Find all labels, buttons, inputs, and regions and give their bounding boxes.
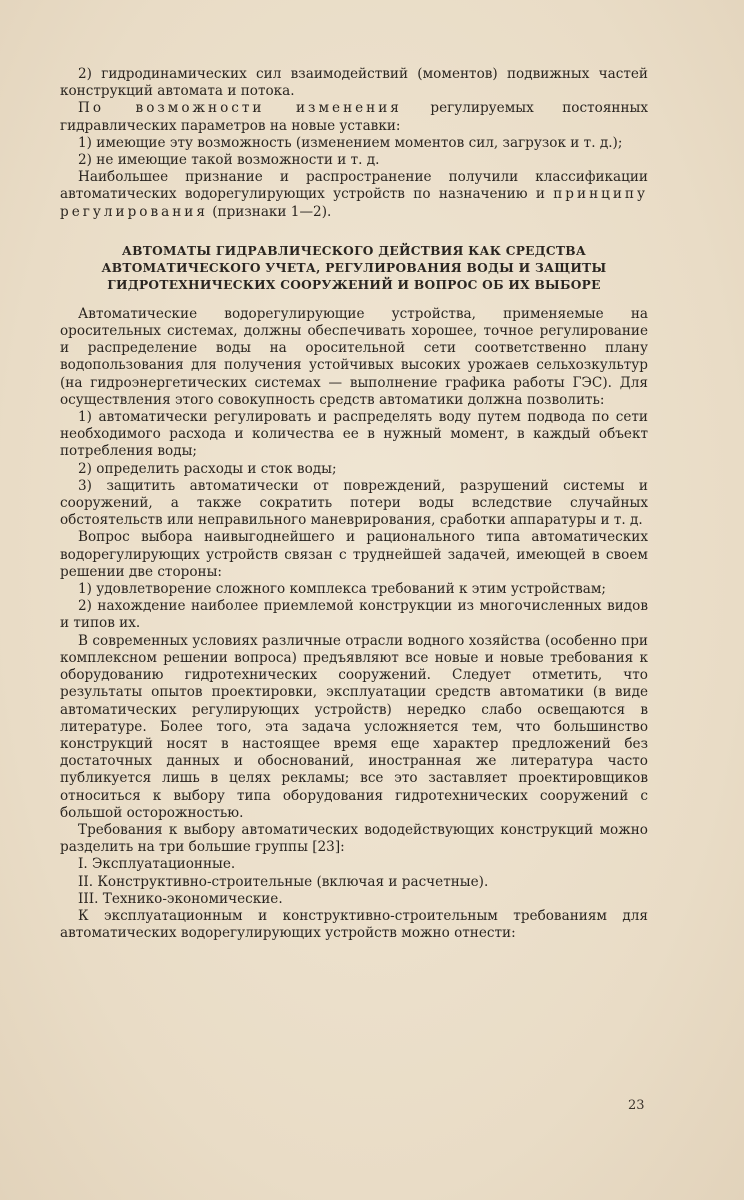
option-2: 2) не имеющие такой возможности и т. д. <box>78 152 380 169</box>
recognition-text-b: (признаки 1—2). <box>207 203 332 220</box>
criterion-paragraph <box>60 100 648 134</box>
paragraph-2: Вопрос выбора наивыгоднейшего и рационального типа автоматических водорегулирующих устройств связан с труднейшей задачей, имеющей в своем решении две стороны: <box>60 529 648 580</box>
paragraph-5: К эксплуатационным и конструктивно-строительным требованиям для автоматических водорегулирующих устройств можно отнести: <box>60 907 648 942</box>
section-heading <box>60 243 648 294</box>
criterion-lead: По возможности изменения <box>78 100 402 117</box>
paragraph-4: Требования к выбору автоматических вододействующих конструкций можно разделить на три большие группы [23]: <box>60 821 648 856</box>
requirement-group-3: III. Технико-экономические. <box>78 890 283 907</box>
requirement-group-2: II. Конструктивно-строительные (включая и расчетные). <box>78 873 489 890</box>
recognition-paragraph <box>60 169 648 221</box>
heading-line-1: АВТОМАТЫ ГИДРАВЛИЧЕСКОГО ДЕЙСТВИЯ КАК СРЕДСТВА <box>121 243 587 258</box>
paragraph-3: В современных условиях различные отрасли водного хозяйства (особенно при комплексном решении вопроса) предъявляют все новые и новые требования к оборудованию гидротехнических сооружений. Следует отметить, что результаты опытов проектировки, эксплуатации средств автоматики (в виде автоматических регулирующих устройств) нередко слабо освещаются в литературе. Более того, эта задача усложняется тем, что большинство конструкций носят в настоящее время еще характер предложений без достаточных данных и обоснований, иностранная же литература часто публикуется лишь в целях рекламы; все это заставляет проектировщиков относиться к выбору типа оборудования гидротехнических сооружений с большой осторожностью. <box>60 632 648 821</box>
heading-line-2: АВТОМАТИЧЕСКОГО УЧЕТА, РЕГУЛИРОВАНИЯ ВОДЫ И ЗАЩИТЫ <box>101 260 607 275</box>
criterion-rest: регулируемых постоянных гидравлических параметров на новые уставки: <box>60 100 648 134</box>
paragraph-1-item-3: 3) защитить автоматически от повреждений, разрушений системы и сооружений, а также сократить потери воды вследствие случайных обстоятельств или неправильного маневрирования, сработки аппаратуры и т. д. <box>60 477 648 529</box>
paragraph-2-item-2: 2) нахождение наиболее приемлемой конструкции из многочисленных видов и типов их. <box>60 598 648 632</box>
recognition-spaced: принципу регулирования <box>60 186 648 220</box>
option-1: 1) имеющие эту возможность (изменением моментов сил, загрузок и т. д.); <box>78 134 623 151</box>
heading-line-3: ГИДРОТЕХНИЧЕСКИХ СООРУЖЕНИЙ И ВОПРОС ОБ ИХ ВЫБОРЕ <box>107 277 601 292</box>
page-number: 23 <box>628 1098 645 1113</box>
paragraph-1-item-2: 2) определить расходы и сток воды; <box>78 460 337 477</box>
requirement-group-1: I. Эксплуатационные. <box>78 856 236 873</box>
paragraph-2-item-1: 1) удовлетворение сложного комплекса требований к этим устройствам; <box>78 581 607 598</box>
page-text <box>60 66 648 942</box>
intro-item-2: 2) гидродинамических сил взаимодействий (моментов) подвижных частей конструкций автомата и потока. <box>60 66 648 100</box>
recognition-text-a: Наибольшее признание и распространение получили классификации автоматических водорегулирующих устройств по назначению и <box>60 169 648 203</box>
paragraph-1: Автоматические водорегулирующие устройства, применяемые на оросительных системах, должны обеспечивать хорошее, точное регулирование и распределение воды на оросительной сети соответственно плану водопользования для получения устойчивых высоких урожаев сельхозкультур (на гидроэнергетических системах — выполнение графика работы ГЭС). Для осуществления этого совокупность средств автоматики должна позволить: <box>60 305 648 408</box>
paragraph-1-item-1: 1) автоматически регулировать и распределять воду путем подвода по сети необходимого расхода и количества ее в нужный момент, в каждый объект потребления воды; <box>60 409 648 460</box>
